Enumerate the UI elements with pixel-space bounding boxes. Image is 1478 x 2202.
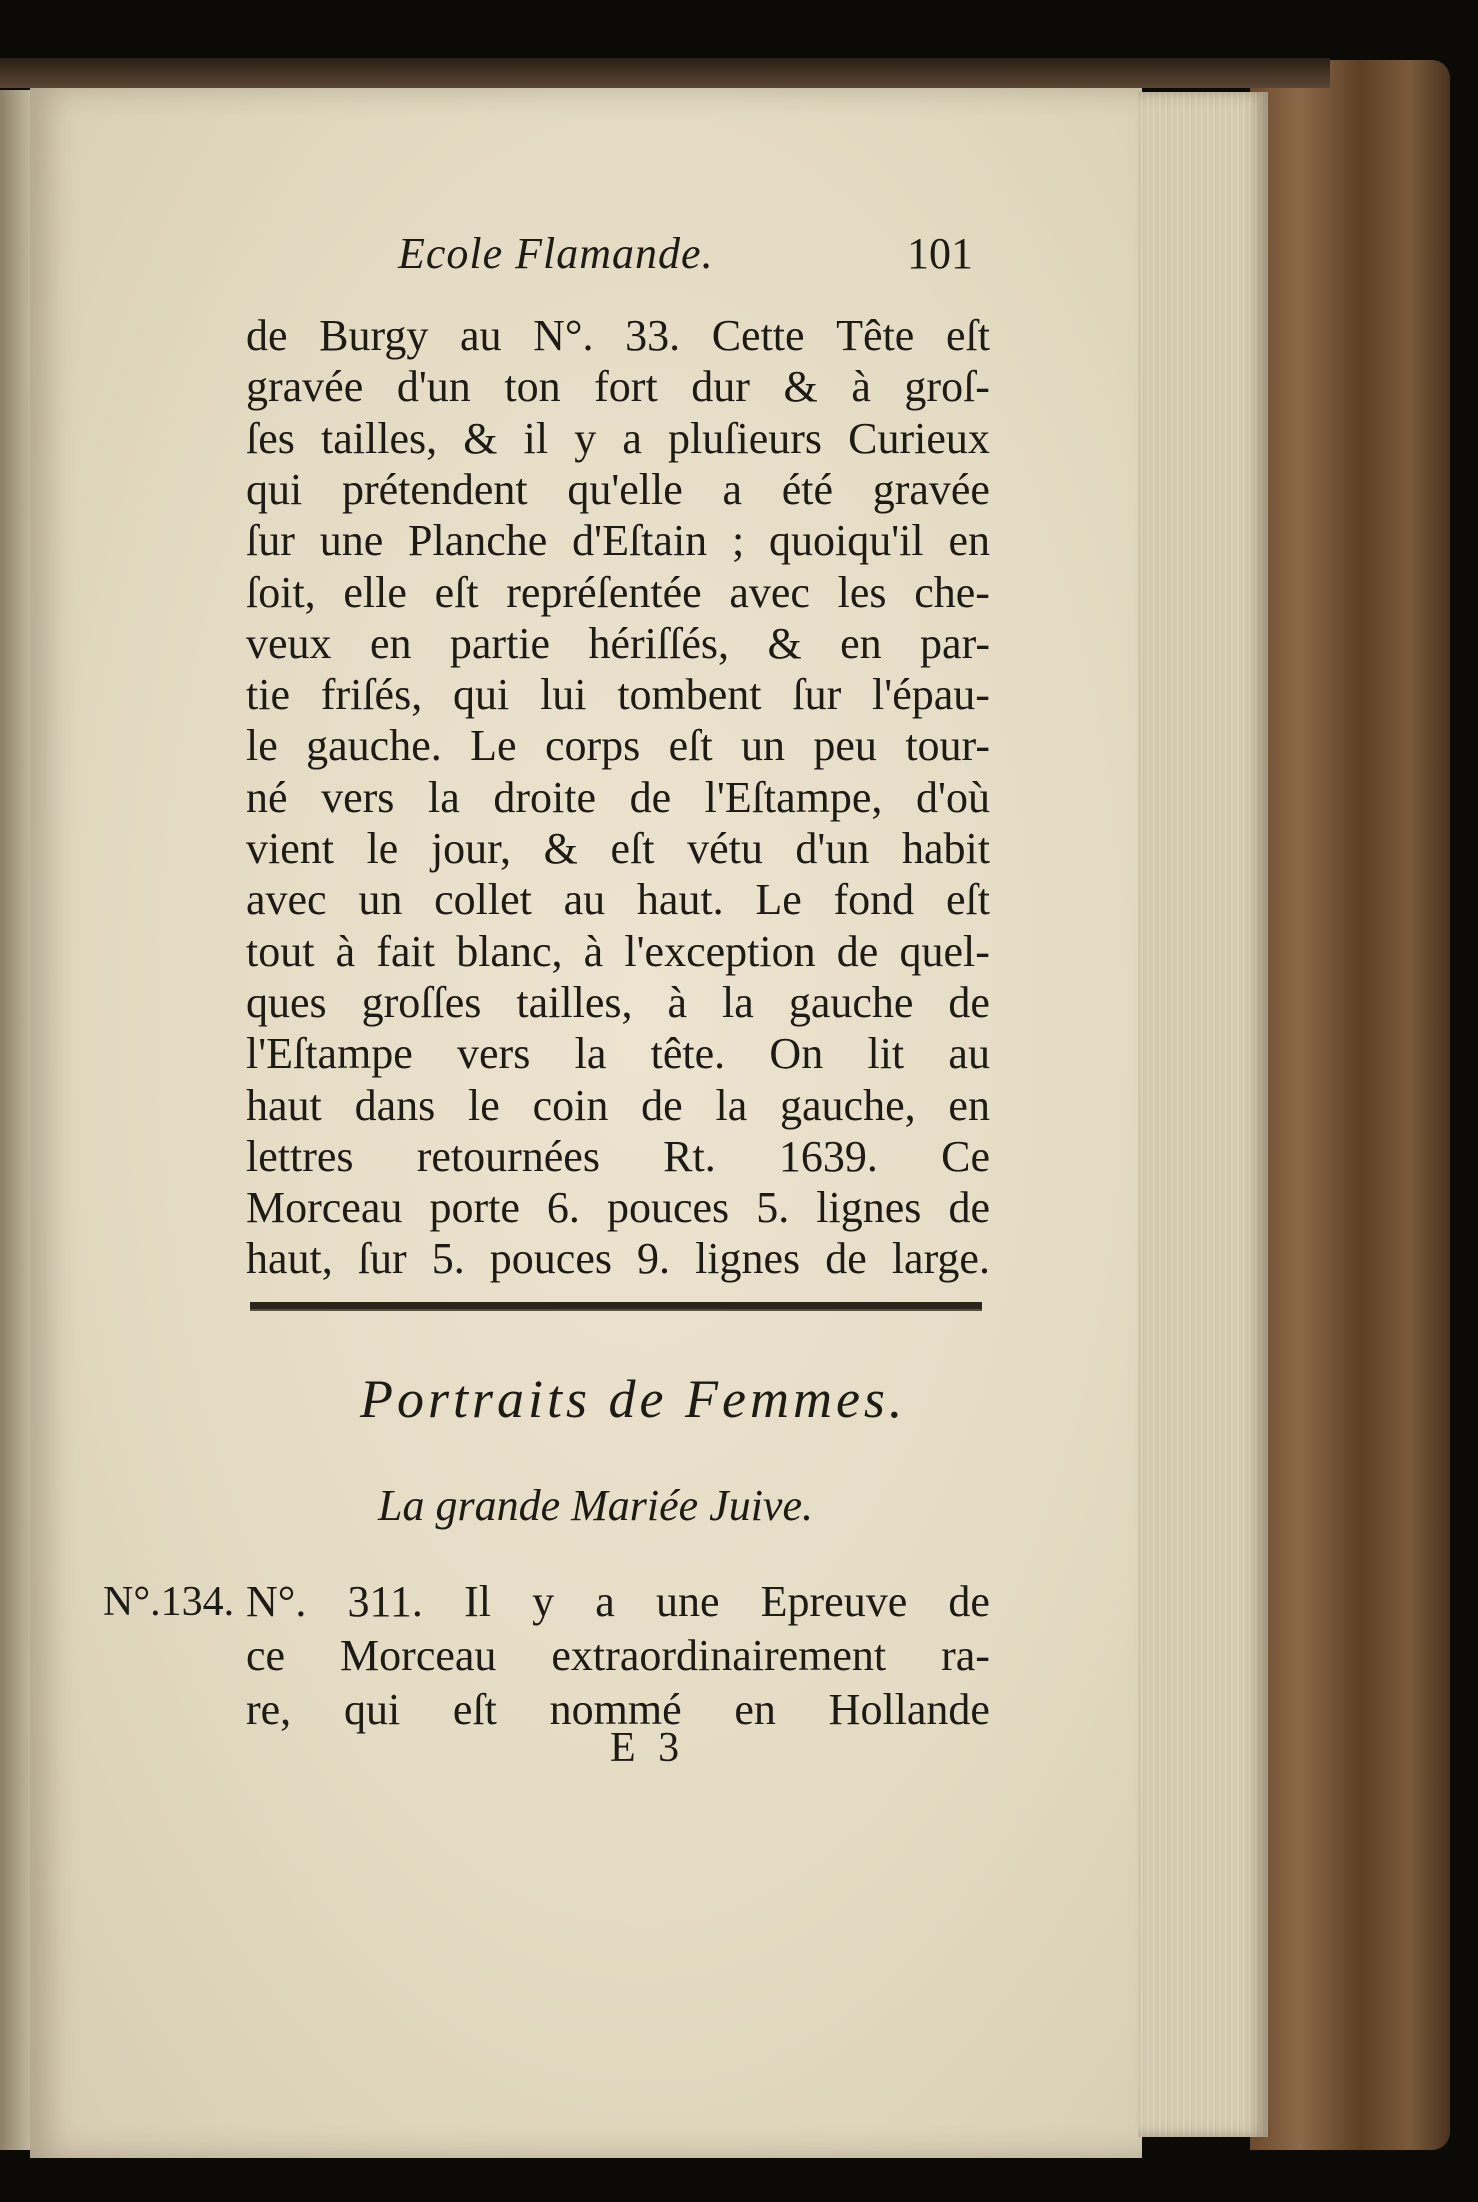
text-line: ce Morceau extraordinairement ra- — [246, 1631, 990, 1680]
section-divider — [250, 1302, 982, 1311]
page-number: 101 — [907, 229, 973, 278]
text-line: le gauche. Le corps eſt un peu tour- — [246, 721, 990, 771]
text-line: N°. 311. Il y a une Epreuve de — [246, 1577, 990, 1626]
text-line: ques groſſes tailles, à la gauche de — [246, 977, 990, 1027]
text-line: veux en partie hériſſés, & en par- — [246, 618, 990, 668]
text-line: haut, ſur 5. pouces 9. lignes de large. — [246, 1234, 990, 1284]
signature-mark: E 3 — [610, 1725, 686, 1771]
text-line: avec un collet au haut. Le fond eſt — [246, 875, 990, 925]
running-header: Ecole Flamande. — [398, 229, 714, 278]
margin-number: N°.134. — [103, 1579, 235, 1625]
section-title: Portraits de Femmes. — [360, 1369, 907, 1429]
entry-title: La grande Mariée Juive. — [378, 1481, 813, 1530]
text-line: de Burgy au N°. 33. Cette Tête eſt — [246, 311, 990, 360]
text-line: ſur une Planche d'Eſtain ; quoiqu'il en — [246, 516, 990, 566]
book-cover-edge — [1250, 60, 1450, 2150]
book-cover-top — [0, 58, 1330, 88]
text-line: gravée d'un ton fort dur & à groſ- — [246, 362, 990, 412]
text-line: ſes tailles, & il y a pluſieurs Curieux — [246, 413, 990, 463]
text-line: tout à fait blanc, à l'exception de quel- — [246, 926, 990, 976]
text-line: ſoit, elle eſt repréſentée avec les che- — [246, 567, 990, 617]
text-line: Morceau porte 6. pouces 5. lignes de — [246, 1183, 990, 1233]
page-block-edges — [1138, 92, 1268, 2137]
text-line: lettres retournées Rt. 1639. Ce — [246, 1131, 990, 1181]
text-line: tie friſés, qui lui tombent ſur l'épau- — [246, 670, 990, 720]
text-line: re, qui eſt nommé en Hollande — [246, 1685, 990, 1734]
text-line: né vers la droite de l'Eſtampe, d'où — [246, 772, 990, 822]
text-line: haut dans le coin de la gauche, en — [246, 1080, 990, 1130]
text-line: l'Eſtampe vers la tête. On lit au — [246, 1029, 990, 1079]
text-line: vient le jour, & eſt vétu d'un habit — [246, 824, 990, 873]
text-line: qui prétendent qu'elle a été gravée — [246, 464, 990, 514]
